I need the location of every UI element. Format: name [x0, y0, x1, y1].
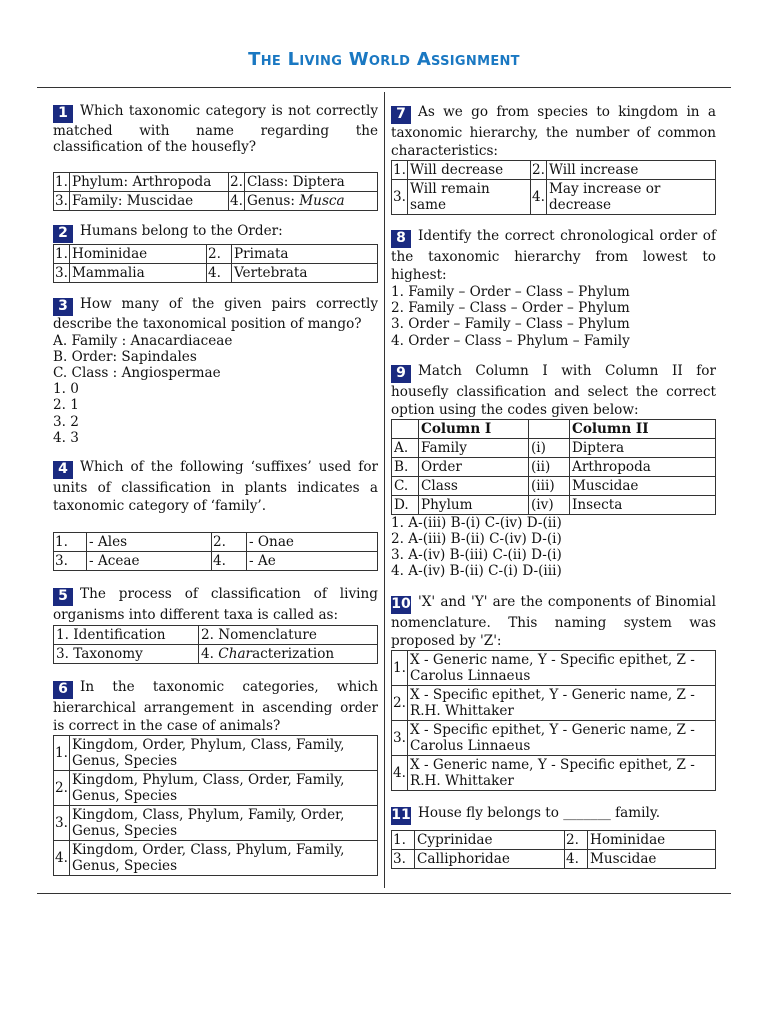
column-2-item: Muscidae: [570, 476, 716, 495]
option-text: 4.: [201, 646, 219, 663]
question-text: As we go from species to kingdom in a taxonomic hierarchy, the number of common characteristics:: [391, 104, 716, 159]
option-number: 2.: [206, 245, 231, 264]
option-2[interactable]: Hominidae: [588, 830, 716, 849]
question-8: [391, 227, 716, 349]
question-number: 7: [391, 106, 411, 124]
option-3[interactable]: 3. 2: [53, 413, 79, 430]
question-number: 8: [391, 230, 411, 248]
column-1-item: Class: [419, 476, 529, 495]
option-2[interactable]: 2. Nomenclature: [199, 626, 378, 645]
option-1[interactable]: 1. Identification: [54, 626, 199, 645]
option-2[interactable]: 2. A-(iii) B-(ii) C-(iv) D-(i): [391, 531, 562, 548]
option-2[interactable]: 2. 1: [53, 397, 79, 414]
question-6: [53, 678, 378, 876]
option-4[interactable]: 4. 3: [53, 429, 79, 446]
option-3[interactable]: 3. Taxonomy: [54, 645, 199, 664]
option-number: 4.: [212, 552, 247, 571]
option-4[interactable]: [199, 645, 378, 664]
option-1[interactable]: Will decrease: [407, 161, 530, 180]
option-1[interactable]: 1. 0: [53, 381, 79, 398]
option-number: 2.: [392, 685, 408, 720]
option-number: 1.: [55, 174, 68, 191]
row-roman: (i): [529, 438, 570, 457]
statement-b: B. Order: Sapindales: [53, 348, 197, 365]
option-3[interactable]: Mammalia: [69, 264, 206, 283]
option-3[interactable]: 3. Order – Family – Class – Phylum: [391, 316, 630, 333]
option-1[interactable]: - Ales: [87, 533, 212, 552]
option-1[interactable]: X - Generic name, Y - Specific epithet, Z - Carolus Linnaeus: [407, 650, 715, 685]
question-text: How many of the given pairs correctly describe the taxonomical position of mango?: [53, 296, 378, 333]
question-10: [391, 593, 716, 791]
question-3: [53, 296, 378, 446]
statement-a: A. Family : Anacardiaceae: [53, 332, 233, 349]
option-4[interactable]: May increase or decrease: [546, 180, 715, 215]
option-number: 4.: [54, 841, 70, 876]
option-number: 3.: [392, 180, 408, 215]
option-4[interactable]: 4. Order – Class – Phylum – Family: [391, 332, 630, 349]
page-title: The Living World Assignment: [248, 49, 520, 70]
option-2[interactable]: X - Specific epithet, Y - Generic name, Z - R.H. Whittaker: [407, 685, 715, 720]
question-9: [391, 362, 716, 580]
option-number: 3.: [54, 552, 87, 571]
column-1-header: Column I: [419, 419, 529, 438]
option-number: 4.: [229, 193, 243, 210]
blank-cell: [529, 419, 570, 438]
option-4[interactable]: [244, 192, 377, 211]
question-number: 11: [391, 806, 411, 823]
options-table: [53, 735, 378, 876]
option-2[interactable]: Will increase: [546, 161, 715, 180]
option-1[interactable]: 1. A-(iii) B-(i) C-(iv) D-(ii): [391, 514, 562, 531]
question-text: Which of the following ‘suffixes’ used for units of classification in plants indicates a taxonomic category of ‘family’.: [53, 459, 378, 515]
column-divider: [384, 92, 385, 888]
options-table: [391, 650, 716, 791]
row-roman: (iv): [529, 495, 570, 514]
options-table: [391, 160, 716, 215]
option-2[interactable]: Primata: [231, 245, 377, 264]
column-2-header: Column II: [570, 419, 716, 438]
option-number: 1.: [392, 830, 415, 849]
option-3[interactable]: X - Specific epithet, Y - Generic name, Z - Carolus Linnaeus: [407, 720, 715, 755]
option-number: 4.: [392, 755, 408, 790]
options-table: [53, 244, 378, 283]
option-number: 2.: [565, 830, 588, 849]
question-1: [53, 103, 378, 211]
option-2[interactable]: Class: Diptera: [244, 173, 377, 192]
question-number: 3: [53, 298, 73, 316]
question-number: 4: [53, 461, 73, 479]
question-text: House fly belongs to _______ family.: [418, 804, 661, 821]
bottom-divider: [37, 893, 731, 894]
option-3[interactable]: Kingdom, Class, Phylum, Family, Order, Genus, Species: [69, 806, 377, 841]
option-number: 4.: [565, 849, 588, 868]
column-1-item: Phylum: [419, 495, 529, 514]
right-column: [391, 103, 716, 869]
option-italic-text: Char: [218, 646, 253, 663]
option-3[interactable]: Will remain same: [407, 180, 530, 215]
match-table: [391, 419, 716, 515]
question-number: 6: [53, 681, 73, 699]
option-text: acterization: [252, 646, 335, 663]
option-number: 1.: [54, 533, 87, 552]
option-3[interactable]: - Aceae: [87, 552, 212, 571]
column-1-item: Order: [419, 457, 529, 476]
row-key: A.: [392, 438, 419, 457]
options-table: [53, 625, 378, 664]
question-5: [53, 585, 378, 664]
question-2: [53, 223, 378, 283]
option-4[interactable]: Vertebrata: [231, 264, 377, 283]
option-italic-text: Musca: [299, 193, 345, 210]
option-3[interactable]: Family: Muscidae: [69, 192, 228, 211]
option-1[interactable]: Cyprinidae: [415, 830, 565, 849]
option-text: Genus:: [246, 193, 300, 210]
option-2[interactable]: - Onae: [247, 533, 378, 552]
question-text: Which taxonomic category is not correctly matched with name regarding the classification of the housefly?: [53, 103, 378, 156]
options-table: [53, 532, 378, 571]
option-number: 2.: [54, 771, 70, 806]
option-4[interactable]: - Ae: [247, 552, 378, 571]
blank-cell: [392, 419, 419, 438]
option-number: 3.: [392, 720, 408, 755]
option-number: 1.: [55, 246, 68, 263]
option-number: 2.: [531, 162, 545, 178]
column-2-item: Insecta: [570, 495, 716, 514]
top-divider: [37, 87, 731, 88]
question-text: The process of classification of living organisms into different taxa is called as:: [53, 586, 378, 624]
question-7: [391, 103, 716, 215]
option-number: 4.: [206, 264, 231, 283]
option-number: 3.: [54, 806, 70, 841]
question-text: Match Column I with Column II for housefly classification and select the correct option using the codes given below:: [391, 362, 716, 418]
statement-c: C. Class : Angiospermae: [53, 365, 221, 382]
option-number: 1.: [54, 736, 70, 771]
row-roman: (ii): [529, 457, 570, 476]
option-2[interactable]: 2. Family – Class – Order – Phylum: [391, 300, 630, 317]
question-4: [53, 458, 378, 571]
row-key: C.: [392, 476, 419, 495]
question-number: 9: [391, 365, 411, 383]
option-number: 4.: [530, 180, 546, 215]
options-table: [391, 830, 716, 869]
option-4[interactable]: Kingdom, Order, Class, Phylum, Family, Genus, Species: [69, 841, 377, 876]
option-number: 2.: [229, 174, 243, 191]
row-key: B.: [392, 457, 419, 476]
option-1[interactable]: Hominidae: [69, 245, 206, 264]
option-number: 1.: [393, 162, 406, 178]
option-3[interactable]: Calliphoridae: [415, 849, 565, 868]
column-1-item: Family: [419, 438, 529, 457]
option-number: 3.: [55, 193, 68, 210]
question-number: 10: [391, 595, 411, 612]
row-key: D.: [392, 495, 419, 514]
option-number: 3.: [392, 849, 415, 868]
option-4[interactable]: 4. A-(iv) B-(ii) C-(i) D-(iii): [391, 563, 562, 580]
question-text: Identify the correct chronological order of the taxonomic hierarchy from lowest to highest:: [391, 228, 716, 283]
question-text: In the taxonomic categories, which hierarchical arrangement in ascending order is correct in the case of animals?: [53, 679, 378, 735]
left-column: [53, 103, 378, 876]
question-text: 'X' and 'Y' are the components of Binomial nomenclature. This naming system was proposed by 'Z':: [391, 593, 716, 649]
column-2-item: Diptera: [570, 438, 716, 457]
option-number: 2.: [212, 533, 247, 552]
option-4[interactable]: Muscidae: [588, 849, 716, 868]
row-roman: (iii): [529, 476, 570, 495]
question-number: 5: [53, 588, 73, 606]
option-number: 1.: [392, 650, 408, 685]
option-3[interactable]: 3. A-(iv) B-(iii) C-(ii) D-(i): [391, 547, 562, 564]
question-number: 2: [53, 225, 73, 243]
option-1[interactable]: Kingdom, Order, Phylum, Class, Family, Genus, Species: [69, 736, 377, 771]
question-text: Humans belong to the Order:: [80, 223, 283, 240]
question-number: 1: [53, 105, 73, 123]
option-1[interactable]: 1. Family – Order – Class – Phylum: [391, 284, 630, 300]
option-2[interactable]: Kingdom, Phylum, Class, Order, Family, Genus, Species: [69, 771, 377, 806]
option-1[interactable]: Phylum: Arthropoda: [69, 173, 228, 192]
question-11: [391, 805, 716, 869]
column-2-item: Arthropoda: [570, 457, 716, 476]
option-4[interactable]: X - Generic name, Y - Specific epithet, Z - R.H. Whittaker: [407, 755, 715, 790]
options-table: [53, 172, 378, 211]
option-number: 3.: [55, 265, 68, 282]
